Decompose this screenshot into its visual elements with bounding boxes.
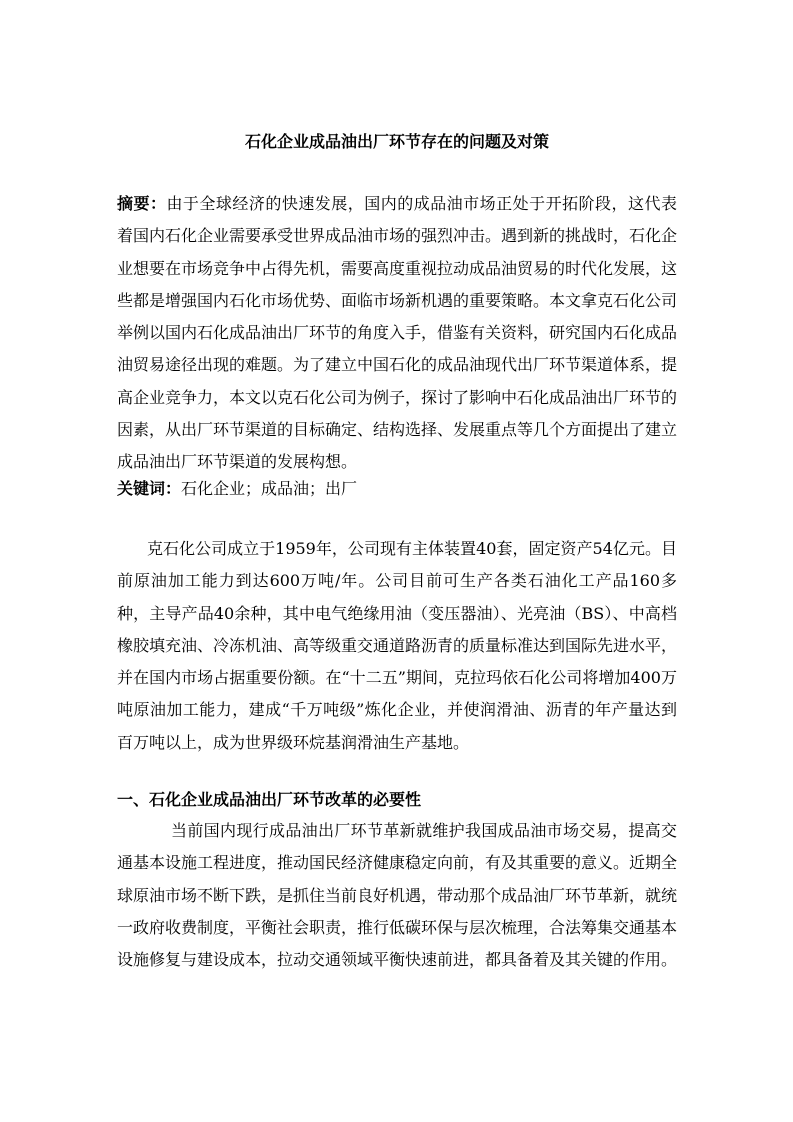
keywords-label: 关键词： — [117, 479, 182, 498]
abstract-label: 摘要： — [117, 194, 167, 213]
section-1-paragraph: 当前国内现行成品油出厂环节革新就维护我国成品油市场交易，提高交通基本设施工程进度，推动国民经济健康稳定向前，有及其重要的意义。近期全球原油市场不断下跌，是抓住当前良好机遇，带动那个成品油厂环节革新，就统一政府收费制度，平衡社会职责，推行低碳环保与层次梳理，合法筹集交通基本设施修复与建设成本，拉动交通领域平衡快速前进，都具备着及其关键的作用。 — [117, 821, 678, 970]
section-1-heading: 一、石化企业成品油出厂环节改革的必要性 — [117, 790, 422, 809]
abstract-text: 由于全球经济的快速发展，国内的成品油市场正处于开拓阶段，这代表着国内石化企业需要承受世界成品油市场的强烈冲击。遇到新的挑战时，石化企业想要在市场竞争中占得先机，需要高度重视拉动成品油贸易的时代化发展，这些都是增强国内石化市场优势、面临市场新机遇的重要策略。本文拿克石化公司举例以国内石化成品油出厂环节的角度入手，借鉴有关资料，研究国内石化成品油贸易途径出现的难题。为了建立中国石化的成品油现代出厂环节渠道体系，提高企业竞争力，本文以克石化公司为例子，探讨了影响中石化成品油出厂环节的因素，从出厂环节渠道的目标确定、结构选择、发展重点等几个方面提出了建立成品油出厂环节渠道的发展构想。 — [117, 194, 678, 472]
abstract-paragraph — [117, 188, 677, 479]
document-title: 石化企业成品油出厂环节存在的问题及对策 — [244, 132, 549, 151]
keywords-text: 石化企业；成品油；出厂 — [181, 479, 358, 498]
company-intro-paragraph: 克石化公司成立于1959年，公司现有主体装置40套，固定资产54亿元。目前原油加工能力到达600万吨/年。公司目前可生产各类石油化工产品160多种，主导产品40余种，其中电气绝缘用油（变压器油）、光亮油（BS）、中高档橡胶填充油、冷冻机油、高等级重交通道路沥青的质量标准达到国际先进水平，并在国内市场占据重要份额。在“十二五”期间，克拉玛依石化公司将增加400万吨原油加工能力，建成“千万吨级”炼化企业，并使润滑油、沥青的年产量达到百万吨以上，成为世界级环烷基润滑油生产基地。 — [117, 539, 678, 752]
keywords-line — [117, 473, 677, 505]
